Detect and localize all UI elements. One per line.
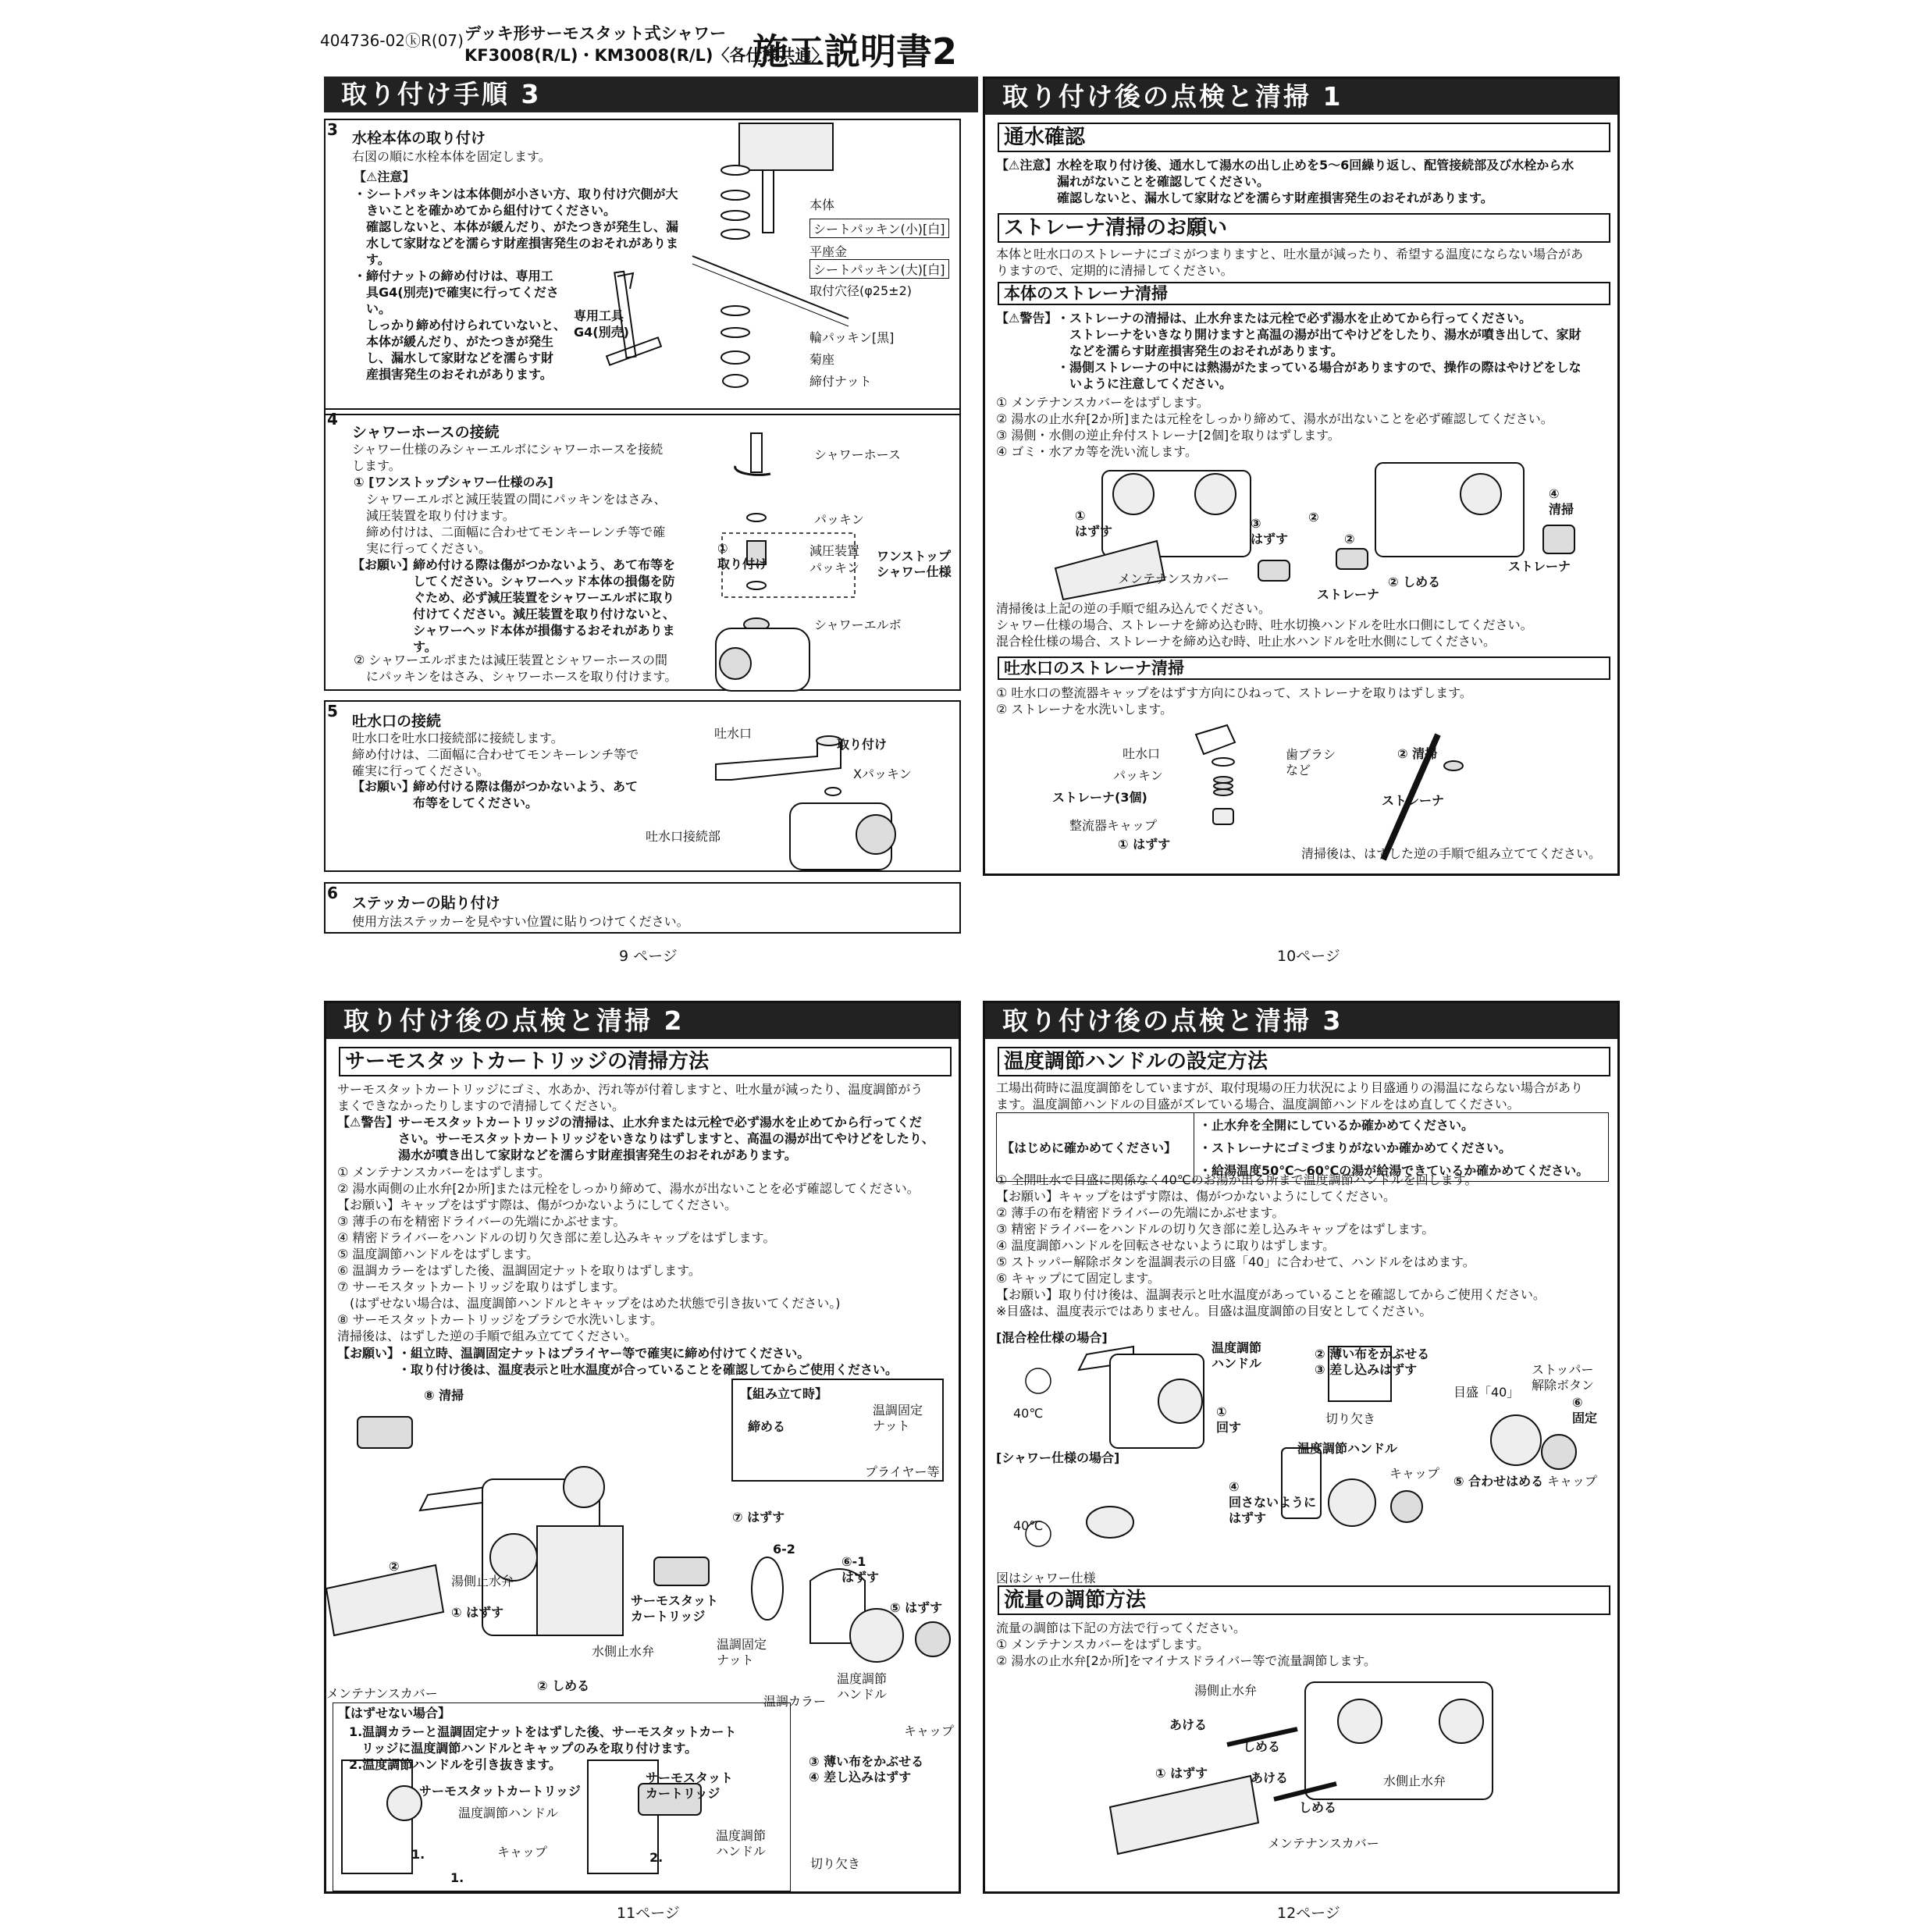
step-number: 4 xyxy=(327,410,338,429)
label: 水側止水弁 xyxy=(592,1644,655,1659)
label: 湯側止水弁 xyxy=(1194,1683,1258,1698)
label: メンテナンスカバー xyxy=(1268,1836,1379,1851)
label: 整流器キャップ xyxy=(1069,818,1158,833)
part-label: 平座金 xyxy=(809,244,848,259)
label: 1. xyxy=(450,1870,464,1885)
step-title: 吐水口の接続 xyxy=(352,713,442,730)
label: 温度調節 ハンドル xyxy=(716,1828,767,1859)
step-6-box xyxy=(324,882,961,934)
label: ② 薄い布をかぶせる ③ 差し込みはずす xyxy=(1315,1347,1430,1377)
step-text: 吐水口を吐水口接続部に接続します。 締め付けは、二面幅に合わせてモンキーレンチ等で 確実に行ってください。 xyxy=(352,731,639,778)
step-4-box xyxy=(324,408,961,691)
label: ストッパー 解除ボタン xyxy=(1532,1362,1595,1393)
label: ⑥ 固定 xyxy=(1572,1395,1598,1425)
label: プライヤー等 xyxy=(865,1464,940,1479)
label: ② 清掃 xyxy=(1397,746,1438,761)
part-label: 本体 xyxy=(809,197,835,212)
step-text: シャワーエルボと減圧装置の間にパッキンをはさみ、 減圧装置を取り付けます。 締め付けは、二面幅に合わせてモンキーレンチ等で確 実に行ってください。 xyxy=(366,492,667,556)
part-label: 菊座 xyxy=(809,352,835,367)
label: シャワーエルボ xyxy=(814,617,902,632)
warning-label: 【⚠警告】 xyxy=(996,311,1058,326)
label: ③ はずす xyxy=(1251,516,1289,546)
section-heading: 通水確認 xyxy=(998,123,1610,152)
subsection-heading: 吐水口のストレーナ清掃 xyxy=(998,656,1610,680)
label: ② xyxy=(1344,532,1355,546)
page-12-title: 取り付け後の点検と清掃 3 xyxy=(985,1003,1617,1039)
label: シャワーホース xyxy=(814,447,901,462)
label: パッキン xyxy=(814,512,864,527)
steps-text: ① 吐水口の整流器キャップをはずす方向にひねって、ストレーナを取りはずします。 ② ストレーナを水洗いします。 xyxy=(996,685,1472,717)
part-label: 輪パッキン[黒] xyxy=(809,330,895,345)
label: しめる xyxy=(1243,1739,1281,1754)
label: 6-2 xyxy=(773,1542,795,1557)
label: ワンストップ シャワー仕様 xyxy=(877,549,952,579)
label: ① 回す xyxy=(1216,1404,1242,1435)
page-number: 12ページ xyxy=(1277,1905,1340,1922)
label: 温調固定 ナット xyxy=(873,1403,923,1433)
label: ストレーナ xyxy=(1317,587,1380,602)
label: 切り欠き xyxy=(1325,1411,1376,1426)
label: ② xyxy=(389,1559,400,1574)
label: キャップ xyxy=(904,1724,955,1738)
step-number: 3 xyxy=(327,120,338,139)
label: 締める xyxy=(748,1419,786,1434)
cant-remove-text: 1.温調カラーと温調固定ナットをはずした後、サーモスタットカート リッジに温度調節ハンドルとキャップのみを取り付けます。 2.温度調節ハンドルを引き抜きます。 xyxy=(349,1724,737,1772)
step-text: ② シャワーエルボまたは減圧装置とシャワーホースの間 にパッキンをはさみ、シャワーホースを取り付けます。 xyxy=(354,653,678,684)
label: 【組み立て時】 xyxy=(740,1386,828,1401)
note-text: ・組立時、温調固定ナットはプライヤー等で確実に締め付けてください。 ・取り付け後は、温度表示と吐水温度が合っていることを確認してからご使用ください。 xyxy=(398,1346,898,1377)
spout-strainer-illustration xyxy=(1180,719,1539,856)
warning-text: サーモスタットカートリッジの清掃は、止水弁または元栓で必ず湯水を止めてから行ってくだ さい。サーモスタットカートリッジをいきなりはずしますと、高温の湯が出てやけどをしたり、 湯水が噴き出して家財などを濡らす財産損害発生のおそれがあります。 xyxy=(398,1115,934,1162)
caution-text: ・シートパッキンは本体側が小さい方、取り付け穴側が大 きいことを確かめてから組付けてください。 確認しないと、本体が緩んだり、がたつきが発生し、漏 水して家財などを濡らす財産損害発生のおそれがありま す。 ・締付ナットの締め付けは、専用工 具G4(別売)で確実に行ってくださ い。 しっかり締め付けられていないと、 本体が緩んだり、がたつきが発生 し、漏水して家財などを濡らす財 産損害発生のおそれがあります。 xyxy=(354,187,679,382)
section-heading: サーモスタットカートリッジの清掃方法 xyxy=(339,1047,952,1076)
label: ① はずす xyxy=(1118,837,1171,852)
label: 湯側止水弁 xyxy=(451,1574,514,1589)
part-label: 取付穴径(φ25±2) xyxy=(809,283,912,298)
label: ③ 薄い布をかぶせる ④ 差し込みはずす xyxy=(809,1754,924,1784)
precheck-item: ・給湯温度50℃～60℃の湯が給湯できているか確かめてください。 xyxy=(1194,1158,1609,1182)
product-name: デッキ形サーモスタット式シャワー xyxy=(464,24,727,43)
step-item: ① [ワンストップシャワー仕様のみ] xyxy=(354,475,553,489)
step-5-box xyxy=(324,700,961,872)
label: 目盛「40」 xyxy=(1453,1385,1520,1400)
label: 温度調節ハンドル xyxy=(458,1806,559,1820)
label: 温度調節 ハンドル xyxy=(837,1671,888,1702)
cant-remove-title: 【はずせない場合】 xyxy=(338,1706,451,1720)
step-number: 5 xyxy=(327,702,338,720)
step-title: ステッカーの貼り付け xyxy=(352,895,500,912)
flow-text: 流量の調節は下記の方法で行ってください。 ① メンテナンスカバーをはずします。 ② 湯水の止水弁[2か所]をマイナスドライバー等で流量調節します。 xyxy=(996,1621,1377,1668)
page-number: 11ページ xyxy=(617,1905,680,1922)
label: 40℃ xyxy=(1013,1406,1044,1421)
steps-text: ① メンテナンスカバーをはずします。 ② 湯水両側の止水弁[2か所]または元栓をしっかり締めて、湯水が出ないことを必ず確認してください。 【お願い】キャップをはずす際は、傷がつかないようにしてください。 ③ 薄手の布を精密ドライバーの先端にかぶせます。 ④ 精密ドライバーをハンドルの切り欠き部に差し込みキャップをはずします。 ⑤ 温度調節ハンドルをはずします。 ⑥ 温調カラーをはずした後、温調固定ナットを取りはずします。 ⑦ サーモスタットカートリッジを取りはずします。 (はずせない場合は、温度調節ハンドルとキャップをはめた状態で引き抜いてください。) ⑧ サーモスタットカートリッジをブラシで水洗いします。 清掃後は、はずした逆の手順で組み立ててください。 xyxy=(337,1165,920,1343)
label: [混合栓仕様の場合] xyxy=(996,1330,1108,1345)
label: キャップ xyxy=(497,1845,548,1859)
label: 温度調節 ハンドル xyxy=(1212,1340,1262,1371)
spout-illustration xyxy=(700,725,942,870)
label: 温調固定 ナット xyxy=(717,1637,767,1667)
label: ⑦ はずす xyxy=(732,1510,785,1525)
label: 1. xyxy=(411,1847,425,1862)
precheck-item: ・止水弁を全開にしているか確かめてください。 xyxy=(1194,1113,1609,1137)
page-number: 9 ページ xyxy=(619,948,678,965)
note-label: 【お願い】 xyxy=(337,1346,400,1361)
label: パッキン xyxy=(1113,768,1163,783)
step-number: 6 xyxy=(327,884,338,902)
page-11 xyxy=(324,1001,961,1894)
label: 吐水口接続部 xyxy=(646,829,721,844)
document-title: 施工説明書2 xyxy=(753,30,958,73)
section-heading: 温度調節ハンドルの設定方法 xyxy=(998,1047,1610,1076)
flow-adjust-illustration xyxy=(1110,1674,1547,1893)
label: ② しめる xyxy=(537,1678,590,1693)
section-heading: 流量の調節方法 xyxy=(998,1585,1610,1615)
label: サーモスタット カートリッジ xyxy=(646,1770,734,1801)
subsection-heading: 本体のストレーナ清掃 xyxy=(998,282,1610,305)
section-text: 本体と吐水口のストレーナにゴミがつまりますと、吐水量が減ったり、希望する温度にならない場合があ りますので、定期的に清掃してください。 xyxy=(996,247,1584,278)
note-label: 【お願い】 xyxy=(352,779,415,794)
label: メンテナンスカバー xyxy=(326,1686,438,1701)
label: ② xyxy=(1308,510,1319,525)
label: パッキン xyxy=(809,560,859,575)
precheck-label: 【はじめに確かめてください】 xyxy=(997,1113,1194,1182)
body-strainer-illustration xyxy=(1024,463,1602,619)
intro-text: サーモスタットカートリッジにゴミ、水あか、汚れ等が付着しますと、吐水量が減ったり、温度調節がう まくできなかったりしますので清掃してください。 xyxy=(337,1082,923,1113)
label: 吐水口 xyxy=(714,726,753,741)
label: ① 取り付け xyxy=(717,541,768,571)
label: ④ 回さないように はずす xyxy=(1229,1479,1317,1525)
label: キャップ xyxy=(1547,1474,1598,1489)
label: あける xyxy=(1169,1717,1208,1732)
steps-text: ① メンテナンスカバーをはずします。 ② 湯水の止水弁[2か所]または元栓をしっかり締めて、湯水が出ないことを必ず確認してください。 ③ 湯側・水側の逆止弁付ストレーナ[2個]を取りはずします。 ④ ゴミ・水アカ等を洗い流します。 xyxy=(996,395,1553,459)
end-text: 清掃後は、はずした逆の手順で組み立ててください。 xyxy=(1301,846,1602,861)
label: メンテナンスカバー xyxy=(1118,571,1229,586)
label: ⑥-1 はずす xyxy=(841,1554,880,1585)
special-tool-illustration xyxy=(607,269,700,370)
page-10-title: 取り付け後の点検と清掃 1 xyxy=(985,79,1617,115)
caution-text: 水栓を取り付け後、通水して湯水の出し止めを5～6回繰り返し、配管接続部及び水栓から水 漏れがないことを確認してください。 確認しないと、漏水して家財などを濡らす財産損害発生のおそれがあります。 xyxy=(1057,158,1574,205)
label: ストレーナ xyxy=(1382,793,1445,808)
label: 減圧装置 xyxy=(809,543,860,558)
label: 切り欠き xyxy=(810,1856,861,1871)
label: 取り付け xyxy=(837,737,888,752)
label: サーモスタット カートリッジ xyxy=(631,1593,719,1624)
label: ① はずす xyxy=(1075,508,1113,539)
page-12 xyxy=(983,1001,1620,1894)
label: ② しめる xyxy=(1388,575,1441,589)
step-title: 水栓本体の取り付け xyxy=(352,130,486,147)
label: 水側止水弁 xyxy=(1383,1774,1446,1788)
section-heading: ストレーナ清掃のお願い xyxy=(998,213,1610,243)
label: 温度調節ハンドル xyxy=(1297,1441,1398,1456)
step-title: シャワーホースの接続 xyxy=(352,424,500,441)
caution-label: 【⚠注意】 xyxy=(354,169,415,184)
intro-text: 工場出荷時に温度調節をしていますが、取付現場の圧力状況により目盛通りの湯温にならない場合があり ます。温度調節ハンドルの目盛がズレている場合、温度調節ハンドルをはめ直してください。 xyxy=(996,1080,1584,1112)
label: ⑤ 合わせはめる xyxy=(1453,1474,1544,1489)
label: ① はずす xyxy=(451,1605,504,1620)
label: 温調カラー xyxy=(763,1694,827,1709)
precheck-item: ・ストレーナにゴミづまりがないか確かめてください。 xyxy=(1194,1136,1609,1158)
page-11-title: 取り付け後の点検と清掃 2 xyxy=(326,1003,959,1039)
model-numbers: KF3008(R/L)・KM3008(R/L)〈各仕様共通〉 xyxy=(464,46,828,65)
warning-label: 【⚠警告】 xyxy=(337,1115,399,1130)
page-9-title: 取り付け手順 3 xyxy=(324,76,978,112)
label: ストレーナ xyxy=(1508,559,1571,574)
label: Xパッキン xyxy=(853,767,912,781)
label: ④ 清掃 xyxy=(1549,486,1574,517)
label: キャップ xyxy=(1389,1466,1440,1481)
label: [シャワー仕様の場合] xyxy=(996,1450,1120,1465)
step-intro: 右図の順に水栓本体を固定します。 xyxy=(352,149,551,164)
note-text: 締め付ける際は傷がつかないよう、あて 布等をしてください。 xyxy=(413,779,639,810)
label: 40℃ xyxy=(1013,1518,1044,1533)
part-label: シートパッキン(小)[白] xyxy=(809,219,949,238)
cant-remove-box xyxy=(333,1703,791,1891)
label: あける xyxy=(1251,1770,1289,1785)
tool-label: 専用工具 G4(別売) xyxy=(574,308,629,340)
warning-text: ・ストレーナの清掃は、止水弁または元栓で必ず湯水を止めてから行ってください。 ストレーナをいきなり開けますと高温の湯が出てやけどをしたり、湯水が噴き出して、家財 などを濡らす財産損害発生のおそれがあります。 ・湯側ストレーナの中には熱湯がたまっている場合がありますので、操作の際はやけどをしな いように注意してください。 xyxy=(1057,311,1582,391)
after-text: 清掃後は上記の逆の手順で組み込んでください。 シャワー仕様の場合、ストレーナを締め込む時、吐水切換ハンドルを吐水口側にしてください。 混合栓仕様の場合、ストレーナを締め込む時、吐止水ハンドルを吐水側にしてください。 xyxy=(996,601,1533,649)
label: サーモスタットカートリッジ xyxy=(419,1784,581,1799)
part-label: 締付ナット xyxy=(809,374,872,389)
label: ストレーナ(3個) xyxy=(1052,790,1147,805)
page-10 xyxy=(983,76,1620,876)
label: ⑤ はずす xyxy=(890,1600,943,1615)
note-label: 【お願い】 xyxy=(352,557,415,572)
label: ① はずす xyxy=(1155,1766,1208,1781)
label: しめる xyxy=(1299,1800,1337,1815)
label: 吐水口 xyxy=(1123,746,1161,761)
page-number: 10ページ xyxy=(1277,948,1340,965)
caution-label: 【⚠注意】 xyxy=(996,158,1058,173)
steps-text: ① 全開吐水で目盛に関係なく40℃のお湯が出る所まで温度調節ハンドルを回します。 【お願い】キャップをはずす際は、傷がつかないようにしてください。 ② 薄手の布を精密ドライバーの先端にかぶせます。 ③ 精密ドライバーをハンドルの切り欠き部に差し込みキャップをはずします。 ④ 温度調節ハンドルを回転させないように取りはずします。 ⑤ ストッパー解除ボタンを温調表示の目盛「40」に合わせて、ハンドルをはめます。 ⑥ キャップにて固定します。 【お願い】取り付け後は、温調表示と吐水温度があっていることを確認してからご使用ください。 ※目盛は、温度表示ではありません。目盛は温度調節の目安としてください。 xyxy=(996,1172,1546,1318)
label: ⑧ 清掃 xyxy=(424,1388,464,1403)
label: 歯ブラシ など xyxy=(1286,747,1336,777)
note-text: 締め付ける際は傷がつかないよう、あて布等を してください。シャワーヘッド本体の損傷を防 ぐため、必ず減圧装置をシャワーエルボに取り 付けてください。減圧装置を取り付けないと、 シャワーヘッド本体が損傷するおそれがありま す。 xyxy=(413,557,676,654)
document-code: 404736-02ⓚR(07) xyxy=(320,31,464,50)
part-label: シートパッキン(大)[白] xyxy=(809,259,949,279)
step-text: シャワー仕様のみシャーエルボにシャワーホースを接続 します。 xyxy=(352,442,664,473)
step-text: 使用方法ステッカーを見やすい位置に貼りつけてください。 xyxy=(352,914,689,929)
step-3-box xyxy=(324,119,961,415)
label: 2. xyxy=(649,1850,664,1865)
label: 図はシャワー仕様 xyxy=(996,1571,1096,1585)
